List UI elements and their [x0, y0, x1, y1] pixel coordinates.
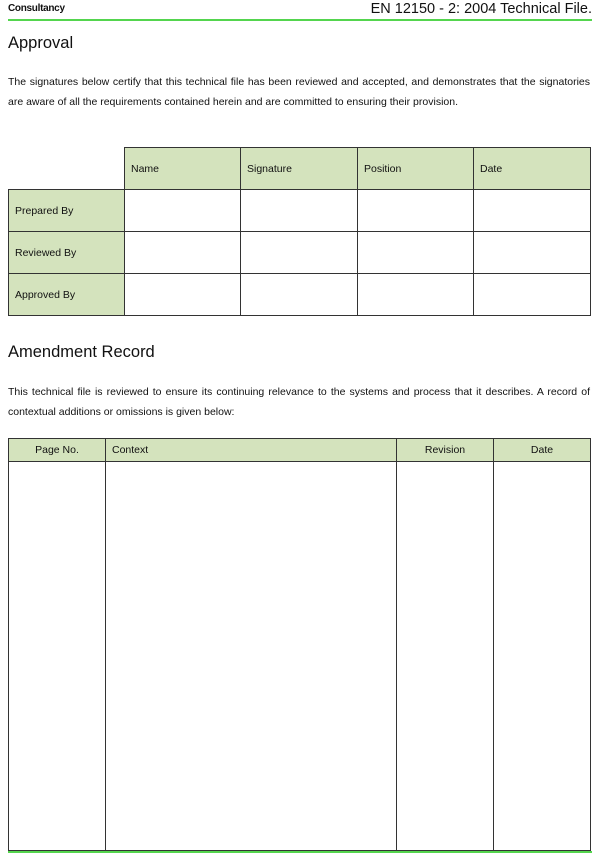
amendment-paragraph: This technical file is reviewed to ensure its continuing relevance to the systems and process that it describes. A record of contextual additions or omissions is given below: [8, 386, 590, 418]
approval-table [8, 147, 591, 316]
table-row [9, 462, 591, 851]
table-row [9, 274, 591, 316]
column-header-revision: Revision [397, 439, 494, 462]
approved-signature-cell[interactable] [241, 274, 358, 316]
reviewed-position-cell[interactable] [358, 232, 474, 274]
approved-date-cell[interactable] [474, 274, 591, 316]
amendment-heading: Amendment Record [8, 343, 155, 361]
column-header-amend-date: Date [494, 439, 591, 462]
column-header-position: Position [358, 148, 474, 190]
brand-name: Consultancy [8, 3, 65, 14]
reviewed-name-cell[interactable] [125, 232, 241, 274]
approved-name-cell[interactable] [125, 274, 241, 316]
header-rule [8, 19, 592, 21]
amendment-table [8, 438, 591, 851]
amend-date-cell[interactable] [494, 462, 591, 851]
approved-position-cell[interactable] [358, 274, 474, 316]
reviewed-date-cell[interactable] [474, 232, 591, 274]
prepared-position-cell[interactable] [358, 190, 474, 232]
prepared-date-cell[interactable] [474, 190, 591, 232]
prepared-name-cell[interactable] [125, 190, 241, 232]
column-header-name: Name [125, 148, 241, 190]
table-row [9, 190, 591, 232]
page-no-cell[interactable] [9, 462, 106, 851]
reviewed-signature-cell[interactable] [241, 232, 358, 274]
table-corner [9, 148, 125, 190]
row-label-reviewed-by: Reviewed By [9, 232, 125, 274]
revision-cell[interactable] [397, 462, 494, 851]
row-label-prepared-by: Prepared By [9, 190, 125, 232]
row-label-approved-by: Approved By [9, 274, 125, 316]
document-title: EN 12150 - 2: 2004 Technical File. [370, 1, 592, 17]
page-header [8, 0, 592, 19]
column-header-signature: Signature [241, 148, 358, 190]
approval-heading: Approval [8, 34, 74, 52]
prepared-signature-cell[interactable] [241, 190, 358, 232]
column-header-page-no: Page No. [9, 439, 106, 462]
footer-rule [8, 851, 592, 853]
column-header-context: Context [106, 439, 397, 462]
approval-paragraph: The signatures below certify that this technical file has been reviewed and accepted, and demonstrates that the signatories are aware of all the requirements contained herein and are committed to ensuring their provision. [8, 76, 590, 108]
context-cell[interactable] [106, 462, 397, 851]
column-header-date: Date [474, 148, 591, 190]
table-row [9, 232, 591, 274]
